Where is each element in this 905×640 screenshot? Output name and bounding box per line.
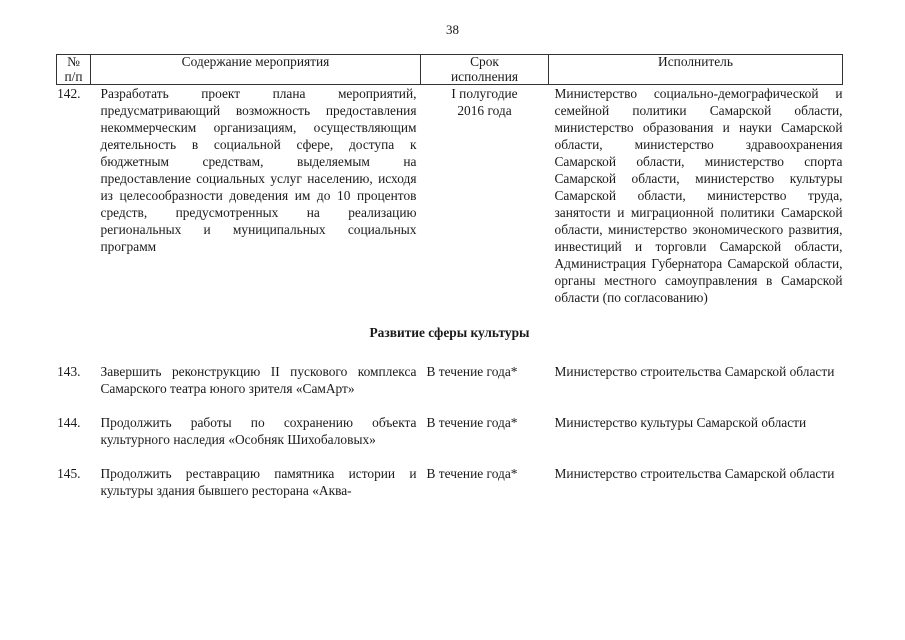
table-row (57, 414, 843, 465)
row-content: Продолжить работы по сохранению объекта культурного наследия «Особняк Шихобаловых» (100, 415, 417, 447)
row-number: 143. (57, 364, 81, 379)
row-number: 142. (57, 86, 81, 101)
row-term: В течение года* (426, 466, 518, 481)
row-content: Разработать проект плана мероприятий, предусматривающий возможность предоставления некоммерческим организациям, осуществляющим деятельность в социальной сфере, доступа к бюджетным средствам, выделяемым на предоставление социальных услуг населению, исходя из целесообразности доведения им до 10 процентов средств, предусмотренных на реализацию региональных и муниципальных социальных программ (100, 86, 417, 254)
table-row (57, 85, 843, 307)
row-term: В течение года* (426, 415, 518, 430)
page-number: 38 (446, 22, 459, 37)
row-executor: Министерство строительства Самарской области (554, 364, 835, 379)
header-executor: Исполнитель (549, 55, 843, 85)
row-executor: Министерство культуры Самарской области (554, 415, 807, 430)
header-term: Срок исполнения (421, 55, 549, 85)
section-title: Развитие сферы культуры (369, 325, 530, 340)
header-content: Содержание мероприятия (91, 55, 421, 85)
table-row (57, 465, 843, 499)
header-num: № п/п (57, 55, 91, 85)
row-content: Завершить реконструкцию II пускового комплекса Самарского театра юного зрителя «СамАрт» (100, 364, 417, 396)
row-executor: Министерство социально-демографической и семейной политики Самарской области, министерство образования и науки Самарской области, министерство здравоохранения Самарской области, министерство спорта Самарской области, министерство культуры Самарской области, министерство труда, занятости и миграционной политики Самарской области, министерство экономического развития, инвестиций и торговли Самарской области, Администрация Губернатора Самарской области, органы местного самоуправления в Самарской области (по согласованию) (554, 86, 843, 305)
table-row (57, 363, 843, 414)
measures-table (56, 54, 843, 499)
row-number: 144. (57, 415, 81, 430)
row-content: Продолжить реставрацию памятника истории и культуры здания бывшего ресторана «Аква- (100, 466, 417, 498)
table-header (57, 55, 843, 85)
row-executor: Министерство строительства Самарской области (554, 466, 835, 481)
row-term: I полугодие 2016 года (451, 86, 518, 118)
row-term: В течение года* (426, 364, 518, 379)
row-number: 145. (57, 466, 81, 481)
section-row (57, 306, 843, 363)
